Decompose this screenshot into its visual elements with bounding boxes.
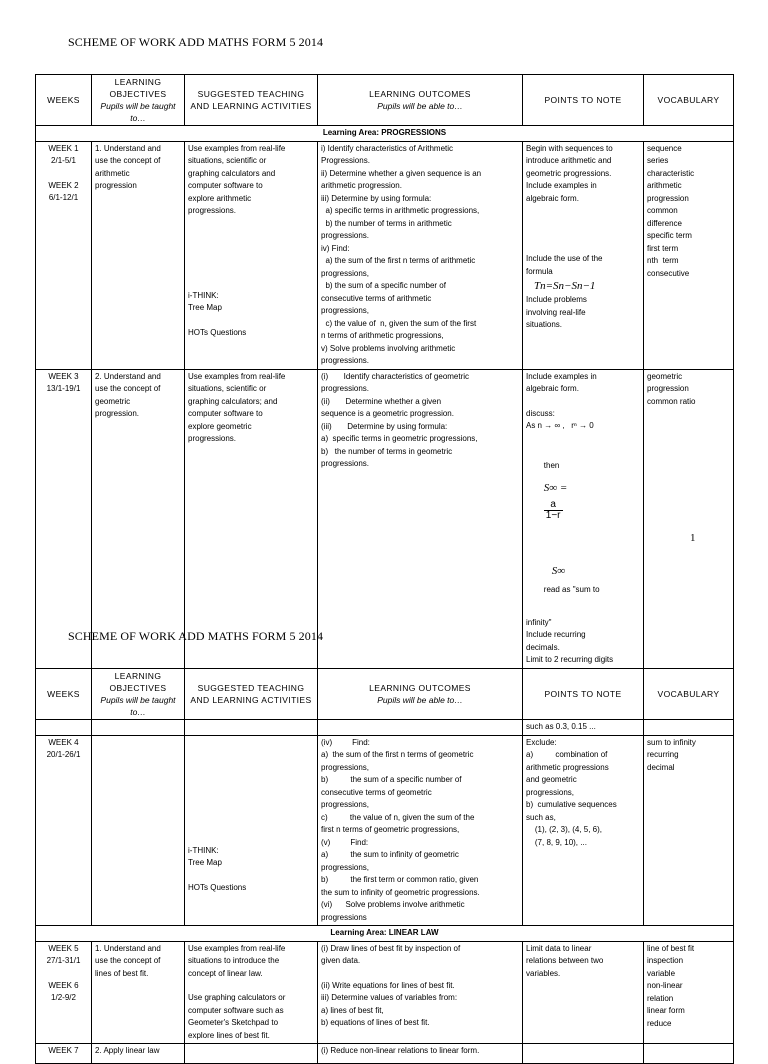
cell-line: (iv) Find:: [321, 737, 370, 747]
cell-line: [321, 968, 519, 980]
sum-formula: then S∞ = $\frac{a}{1-r}$: [543, 460, 568, 521]
continuation-row: [36, 720, 734, 736]
cell-line: progressions,: [526, 787, 575, 797]
objectives-cell: [92, 1044, 185, 1064]
cell-line: [188, 809, 314, 821]
objectives-cell: [92, 735, 185, 926]
cell-line: progression: [647, 193, 689, 203]
activities-cell: [185, 141, 318, 369]
cell-line: [188, 833, 314, 845]
weeks-cell: [36, 941, 92, 1044]
cell-line: progression: [95, 181, 137, 190]
cell-line: c) the value of n, given the sum of the: [321, 812, 475, 822]
cell-line: [188, 315, 314, 327]
cell-line: [188, 761, 314, 773]
cell-line: non-linear: [647, 981, 683, 990]
cell-line: algebraic form.: [526, 384, 579, 393]
cell-line: Use examples from real-life: [188, 943, 286, 953]
cell-line: relations between two: [526, 956, 604, 965]
cell-line: progression: [647, 384, 689, 393]
cell-line: concept of linear law.: [188, 968, 263, 978]
scheme-table: [35, 74, 734, 669]
cell-line: iv) Find:: [321, 243, 350, 253]
cell-line: first term: [647, 243, 679, 253]
activities-header: SUGGESTED TEACHING AND LEARNING ACTIVITIES: [185, 75, 318, 126]
cell-line: given data.: [321, 956, 361, 965]
cell-line: [188, 773, 314, 785]
cell-line: [188, 218, 314, 230]
cell-line: progressions,: [321, 268, 370, 278]
cell-line: (i) Identify characteristics of geometric: [321, 371, 470, 381]
cell-line: recurring: [647, 750, 679, 759]
cell-line: b) the sum of a specific number of: [321, 775, 462, 784]
cell-line: Include examples in: [526, 181, 597, 190]
notes-cell: [523, 1044, 644, 1064]
cell-line: situations to introduce the: [188, 956, 280, 965]
notes-cell: [523, 141, 644, 369]
cell-line: common: [647, 206, 678, 215]
cell-line: first n terms of geometric progressions,: [321, 825, 460, 834]
cell-line: [188, 797, 314, 809]
vocabulary-header: VOCABULARY: [644, 669, 734, 720]
scheme-table: [35, 668, 734, 1064]
cell-line: Include recurring: [526, 630, 586, 639]
objectives-header: LEARNING OBJECTIVES Pupils will be taught to…: [92, 75, 185, 126]
cell-line: (7, 8, 9, 10), ...: [526, 837, 587, 847]
cell-line: b) equations of lines of best fit.: [321, 1018, 430, 1027]
cell-line: infinity": [526, 617, 552, 627]
cell-line: 1. Understand and: [95, 943, 161, 953]
outcomes-cell: [318, 941, 523, 1044]
cell-line: 2. Apply linear law: [95, 1046, 160, 1055]
cell-line: introduce arithmetic and: [526, 156, 612, 165]
cell-line: a) combination of: [526, 750, 608, 759]
outcomes-cell: [318, 735, 523, 926]
cell-line: Geometer's Sketchpad to: [188, 1018, 279, 1027]
cell-line: iii) Determine by using formula:: [321, 193, 432, 203]
cell-line: 13/1-19/1: [46, 384, 81, 393]
cell-line: WEEK 2: [48, 180, 79, 190]
cell-line: (ii) Determine whether a given: [321, 396, 442, 406]
cell-line: WEEK 3: [48, 371, 79, 381]
notes-cell: Include examples in algebraic form. discuss: As n → ∞ , rⁿ → 0 then S∞ = $\frac{a}{1-r}$ S∞ read as "sum to infinity" Include recurring decimals. Limit to 2 recurring digits: [523, 369, 644, 668]
cell-line: b) cumulative sequences: [526, 800, 617, 809]
cell-line: arithmetic: [95, 168, 130, 178]
outcomes-header: LEARNING OUTCOMES Pupils will be able to…: [318, 669, 523, 720]
notes-header: POINTS TO NOTE: [523, 75, 644, 126]
cell-line: WEEK 7: [48, 1046, 79, 1055]
cell-line: i-THINK:: [188, 845, 219, 855]
cell-line: Progressions.: [321, 156, 370, 165]
objectives-cell: [92, 941, 185, 1044]
cell-line: progressions,: [321, 800, 370, 809]
cell-line: b) the number of terms in geometric: [321, 446, 453, 456]
vocabulary-cell: [644, 941, 734, 1044]
cell-line: explore arithmetic: [188, 193, 252, 203]
cell-line: ii) Determine whether a given sequence is an: [321, 168, 482, 178]
cell-line: use the concept of: [95, 156, 161, 165]
cell-line: [526, 396, 640, 408]
notes-header: POINTS TO NOTE: [523, 669, 644, 720]
cell-line: arithmetic progressions: [526, 762, 609, 772]
cell-line: consecutive terms of geometric: [321, 787, 432, 797]
cell-line: [526, 205, 640, 217]
cell-line: [39, 168, 88, 180]
cell-line: geometric: [95, 396, 131, 406]
cell-line: progressions.: [321, 384, 370, 393]
cell-line: (v) Find:: [321, 837, 369, 847]
cell-line: Tree Map: [188, 303, 222, 312]
outcomes-cell: [318, 141, 523, 369]
table-row: [36, 735, 734, 926]
cell-line: progressions,: [321, 862, 370, 872]
continuation-note: such as 0.3, 0.15 ...: [523, 720, 644, 736]
cell-line: Begin with sequences to: [526, 143, 613, 153]
cell-line: discuss:: [526, 408, 555, 418]
cell-line: 1. Understand and: [95, 143, 161, 153]
table-row: [36, 1044, 734, 1064]
vocabulary-header: VOCABULARY: [644, 75, 734, 126]
cell-line: sequence: [647, 143, 682, 153]
table-row: [36, 369, 734, 668]
cell-line: WEEK 4: [48, 737, 79, 747]
cell-line: progressions: [321, 912, 367, 922]
cell-line: [188, 870, 314, 882]
cell-line: computer software such as: [188, 1005, 284, 1015]
cell-line: b) the number of terms in arithmetic: [321, 218, 452, 228]
cell-line: consecutive terms of arithmetic: [321, 293, 432, 303]
weeks-header: WEEKS: [36, 669, 92, 720]
cell-line: iii) Determine values of variables from:: [321, 993, 458, 1002]
cell-line: series: [647, 156, 669, 165]
table-row: [36, 941, 734, 1044]
cell-line: Include examples in: [526, 371, 597, 381]
cell-line: variable: [647, 968, 676, 978]
cell-line: [188, 266, 314, 278]
objectives-cell: [92, 141, 185, 369]
cell-line: n terms of arithmetic progressions,: [321, 331, 444, 340]
cell-line: involving real-life: [526, 307, 586, 317]
cell-line: computer software to: [188, 181, 263, 190]
cell-line: Limit to 2 recurring digits: [526, 655, 614, 664]
cell-line: a) the sum of the first n terms of geometric: [321, 750, 474, 759]
cell-line: [39, 968, 88, 980]
cell-line: geometric progressions.: [526, 168, 612, 178]
cell-line: [188, 980, 314, 992]
cell-line: [188, 242, 314, 254]
cell-line: algebraic form.: [526, 193, 579, 203]
vocabulary-cell: [644, 735, 734, 926]
activities-header: SUGGESTED TEACHING AND LEARNING ACTIVITIES: [185, 669, 318, 720]
cell-line: progressions,: [321, 762, 370, 772]
cell-line: arithmetic: [647, 181, 682, 190]
activities-cell: [185, 735, 318, 926]
cell-line: [526, 217, 640, 229]
objectives-cell: [92, 369, 185, 668]
vocabulary-cell: [644, 1044, 734, 1064]
cell-line: [188, 230, 314, 242]
cell-line: computer software to: [188, 409, 263, 418]
cell-line: situations, scientific or: [188, 156, 267, 165]
cell-line: WEEK 1: [48, 143, 79, 153]
cell-line: (i) Reduce non-linear relations to linear form.: [321, 1046, 480, 1055]
notes-cell: [523, 735, 644, 926]
cell-line: (i) Draw lines of best fit by inspection of: [321, 943, 461, 953]
cell-line: 2. Understand and: [95, 371, 161, 381]
outcomes-cell: [318, 369, 523, 668]
cell-line: common ratio: [647, 396, 696, 406]
cell-line: such as,: [526, 812, 556, 822]
cell-line: Include problems: [526, 295, 587, 304]
learning-area-heading: Learning Area: PROGRESSIONS: [36, 126, 734, 142]
cell-line: Exclude:: [526, 737, 557, 747]
cell-line: consecutive: [647, 268, 690, 278]
weeks-cell: [36, 1044, 92, 1064]
cell-line: 2/1-5/1: [51, 156, 76, 165]
cell-line: progressions.: [321, 356, 370, 365]
cell-line: (iii) Determine by using formula:: [321, 421, 448, 431]
cell-line: HOTs Questions: [188, 882, 247, 892]
cell-line: line of best fit: [647, 943, 695, 953]
cell-line: a) lines of best fit,: [321, 1005, 384, 1015]
cell-line: progression.: [95, 409, 140, 418]
cell-line: progressions.: [321, 459, 370, 468]
cell-line: sequence is a geometric progression.: [321, 409, 454, 418]
cell-line: progressions.: [321, 231, 370, 240]
cell-line: i) Identify characteristics of Arithmetic: [321, 143, 454, 153]
cell-line: decimals.: [526, 642, 560, 652]
cell-line: lines of best fit.: [95, 968, 149, 978]
cell-line: the sum to infinity of geometric progressions.: [321, 887, 480, 897]
cell-line: use the concept of: [95, 384, 161, 393]
cell-line: graphing calculators; and: [188, 396, 278, 406]
objectives-header: LEARNING OBJECTIVES Pupils will be taught to…: [92, 669, 185, 720]
cell-line: [188, 737, 314, 749]
cell-line: variables.: [526, 968, 561, 978]
cell-line: sum to infinity: [647, 737, 696, 747]
table-row: [36, 141, 734, 369]
cell-line: progressions.: [188, 434, 237, 443]
document-title: SCHEME OF WORK ADD MATHS FORM 5 2014: [68, 629, 324, 643]
cell-line: 27/1-31/1: [46, 956, 81, 965]
cell-line: relation: [647, 993, 674, 1003]
cell-line: situations.: [526, 320, 563, 329]
vocabulary-cell: [644, 141, 734, 369]
activities-cell: [185, 1044, 318, 1064]
cell-line: linear form: [647, 1006, 685, 1015]
cell-line: arithmetic progression.: [321, 181, 402, 190]
cell-line: (1), (2, 3), (4, 5, 6),: [526, 825, 603, 834]
cell-line: Use graphing calculators or: [188, 993, 286, 1002]
cell-line: reduce: [647, 1018, 672, 1028]
cell-line: 6/1-12/1: [48, 193, 79, 202]
cell-line: explore geometric: [188, 421, 252, 431]
cell-line: use the concept of: [95, 956, 161, 965]
cell-line: [526, 241, 640, 253]
cell-line: b) the sum of a specific number of: [321, 281, 446, 290]
page-number: 1: [690, 532, 696, 544]
cell-line: progressions.: [188, 206, 237, 215]
cell-line: c) the value of n, given the sum of the first: [321, 318, 477, 328]
cell-line: decimal: [647, 762, 675, 772]
cell-line: 1/2-9/2: [51, 993, 76, 1002]
cell-line: situations, scientific or: [188, 384, 267, 393]
cell-line: Use examples from real-life: [188, 143, 286, 153]
cell-line: [188, 821, 314, 833]
cell-line: Include the use of the: [526, 254, 603, 263]
cell-line: a) the sum of the first n terms of arithmetic: [321, 256, 476, 265]
header-row: [36, 669, 734, 720]
vocabulary-cell: [644, 369, 734, 668]
cell-line: [188, 749, 314, 761]
cell-line: [188, 278, 314, 290]
cell-line: WEEK 5: [48, 943, 79, 953]
weeks-cell: [36, 369, 92, 668]
cell-line: a) the sum to infinity of geometric: [321, 850, 459, 859]
cell-line: [188, 254, 314, 266]
cell-line: 20/1-26/1: [46, 750, 81, 759]
cell-line: specific term: [647, 231, 692, 240]
cell-line: [188, 785, 314, 797]
header-row: [36, 75, 734, 126]
cell-line: geometric: [647, 371, 683, 381]
cell-line: b) the first term or common ratio, given: [321, 875, 479, 884]
cell-line: formula: [526, 266, 553, 276]
cell-line: Use examples from real-life: [188, 371, 286, 381]
cell-line: [526, 229, 640, 241]
activities-cell: [185, 941, 318, 1044]
weeks-cell: [36, 141, 92, 369]
learning-area-heading: Learning Area: LINEAR LAW: [36, 926, 734, 942]
document-title: SCHEME OF WORK ADD MATHS FORM 5 2014: [68, 35, 324, 49]
cell-line: WEEK 6: [48, 980, 79, 990]
limit-statement: As n → ∞ , rⁿ → 0: [526, 421, 594, 430]
cell-line: and geometric: [526, 775, 577, 784]
activities-cell: [185, 369, 318, 668]
cell-line: v) Solve problems involving arithmetic: [321, 343, 456, 353]
cell-line: Tree Map: [188, 858, 222, 867]
notes-cell: [523, 941, 644, 1044]
cell-line: HOTs Questions: [188, 327, 247, 337]
cell-line: difference: [647, 218, 682, 228]
cell-line: progressions,: [321, 306, 370, 315]
cell-line: i-THINK:: [188, 290, 219, 300]
cell-line: inspection: [647, 956, 684, 965]
cell-line: a) specific terms in arithmetic progressions,: [321, 206, 480, 215]
cell-line: (ii) Write equations for lines of best fit.: [321, 980, 455, 990]
cell-line: Limit data to linear: [526, 943, 592, 953]
formula: Tn=Sn−Sn−1: [534, 280, 596, 292]
weeks-header: WEEKS: [36, 75, 92, 126]
outcomes-cell: [318, 1044, 523, 1064]
cell-line: explore lines of best fit.: [188, 1030, 270, 1040]
cell-line: graphing calculators and: [188, 168, 276, 178]
cell-line: characteristic: [647, 168, 695, 178]
cell-line: a) specific terms in geometric progressions,: [321, 434, 478, 443]
outcomes-header: LEARNING OUTCOMES Pupils will be able to…: [318, 75, 523, 126]
weeks-cell: [36, 735, 92, 926]
cell-line: (vi) Solve problems involve arithmetic: [321, 900, 465, 909]
cell-line: nth term: [647, 256, 679, 265]
